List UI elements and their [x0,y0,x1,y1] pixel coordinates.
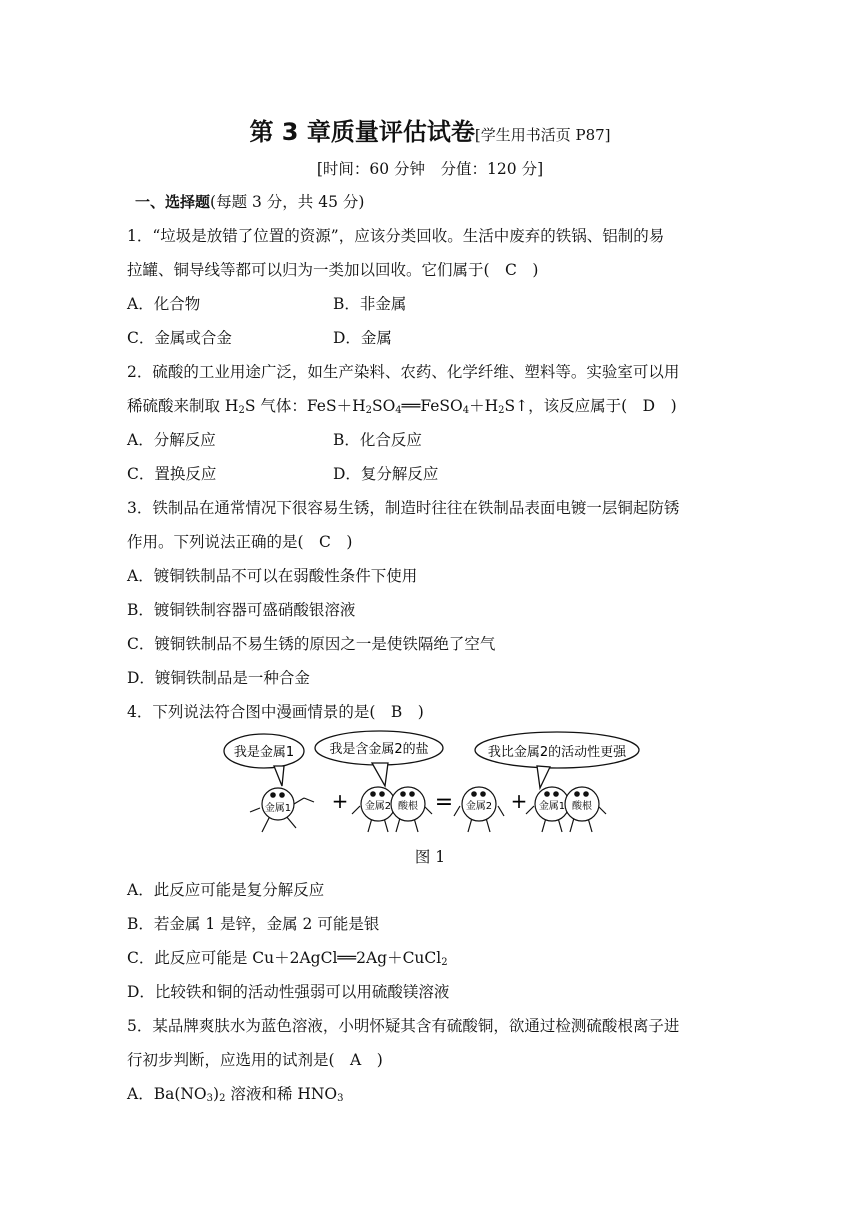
q1-line1: 1．“垃圾是放错了位置的资源”，应该分类回收。生活中废弃的铁锅、铝制的易 [127,227,665,245]
bubble-text-2: 我是含金属2的盐 [329,742,429,757]
q4-line1: 4．下列说法符合图中漫画情景的是( B ) [127,703,424,721]
q3-option-c: C．镀铜铁制品不易生锈的原因之一是使铁隔绝了空气 [127,635,496,653]
equals-sign: = [434,790,454,815]
q3-line2: 作用。下列说法正确的是( C ) [127,533,353,551]
q2-option-d: D．复分解反应 [333,465,439,483]
q2-option-a: A．分解反应 [127,431,216,449]
plus-sign: + [331,789,349,813]
q3-option-a: A．镀铜铁制品不可以在弱酸性条件下使用 [127,567,418,585]
section-note: (每题 3 分，共 45 分) [210,193,365,211]
character-label: 金属1 [538,801,566,812]
speech-bubble-2 [315,731,443,786]
section-heading [135,190,364,212]
q2-line1: 2．硫酸的工业用途广泛，如生产染料、农药、化学纤维、塑料等。实验室可以用 [127,363,680,381]
bubble-text-1: 我是金属1 [233,745,295,760]
q5-line1: 5．某品牌爽肤水为蓝色溶液，小明怀疑其含有硫酸铜，欲通过检测硫酸根离子进 [127,1017,680,1035]
q5-option-a: A．$Ba(NO_3)_2$ 溶液和稀 $HNO_3$ [127,1085,344,1104]
speech-bubble-1 [224,734,304,786]
q2-option-c: C．置换反应 [127,465,217,483]
bubble-text-3: 我比金属2的活动性更强 [487,745,627,760]
character-label: 金属2 [465,801,493,812]
character-label: 金属1 [264,803,292,814]
q2-line2: 稀硫酸来制取 $H_2S$ 气体：$FeS+H_2SO_4══FeSO_4+H_2S↑$，该反应属于( D ) [127,397,677,416]
figure-caption: 图 1 [414,848,446,866]
speech-bubble-3 [475,732,639,788]
character-label: 金属2 [364,801,392,812]
q3-line1: 3．铁制品在通常情况下很容易生锈，制造时往往在铁制品表面电镀一层铜起防锈 [127,499,680,517]
q1-option-d: D．金属 [333,329,392,347]
section-title: 一、选择题 [135,193,211,211]
cartoon-figure [222,728,642,836]
q5-line2: 行初步判断，应选用的试剂是( A ) [127,1051,383,1069]
q4-option-d: D．比较铁和铜的活动性强弱可以用硫酸镁溶液 [127,983,450,1001]
q4-option-b: B．若金属 1 是锌，金属 2 可能是银 [127,915,380,933]
exam-title [0,112,860,147]
q1-option-c: C．金属或合金 [127,329,232,347]
q2-option-b: B．化合反应 [333,431,422,449]
q4-option-c: C．此反应可能是 Cu＋2AgCl══2Ag＋CuCl$_2$ [127,949,448,968]
q1-line2: 拉罐、铜导线等都可以归为一类加以回收。它们属于( C ) [127,261,539,279]
title-main: 第 3 章质量评估试卷 [249,118,475,146]
plus-sign: + [510,789,528,813]
q4-option-a: A．此反应可能是复分解反应 [127,881,325,899]
q1-option-a: A．化合物 [127,295,201,313]
character-label: 酸根 [572,801,592,812]
title-reference: [学生用书活页 P87] [474,126,611,144]
q3-option-b: B．镀铜铁制容器可盛硝酸银溶液 [127,601,356,619]
q1-option-b: B．非金属 [333,295,407,313]
q3-option-d: D．镀铜铁制品是一种合金 [127,669,310,687]
character-label: 酸根 [398,801,418,812]
exam-meta: [时间：60 分钟 分值：120 分] [316,160,544,178]
